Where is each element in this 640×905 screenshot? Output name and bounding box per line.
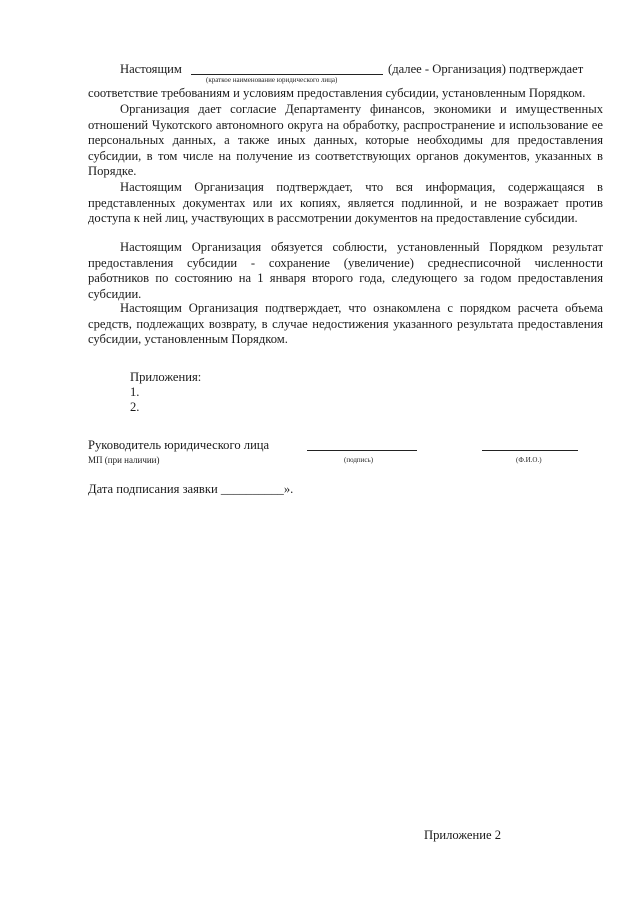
org-name-blank xyxy=(191,74,383,75)
mp-label: МП (при наличии) xyxy=(88,455,160,465)
fio-hint: (Ф.И.О.) xyxy=(516,456,542,464)
signature-blank xyxy=(307,450,417,451)
attachment-item: 2. xyxy=(130,400,140,414)
line1-start: Настоящим xyxy=(120,62,182,76)
attachment-item: 1. xyxy=(130,385,140,399)
paragraph-1-continuation: соответствие требованиям и условиям предоставления субсидии, установленным Порядком. xyxy=(88,86,586,100)
paragraph-authenticity: Настоящим Организация подтверждает, что вся информация, содержащаяся в представленных документах или их копиях, является подлинной, и не возражает против доступа к ней лиц, участвующих в рассмотрении документов на предоставление субсидии. xyxy=(88,180,603,225)
fio-blank xyxy=(482,450,578,451)
org-name-hint: (краткое наименование юридического лица) xyxy=(206,76,338,84)
line1-end: (далее - Организация) подтверждает xyxy=(388,62,584,76)
attachments-title: Приложения: xyxy=(130,370,202,384)
paragraph-consent: Организация дает согласие Департаменту финансов, экономики и имущественных отношений Чукотского автономного округа на обработку, распространение и использование ее персональных данных, а также иных данных, которые необходимы для предоставления субсидии, в том числе на получение из соответствующих органов документов, указанных в Порядке. xyxy=(88,102,603,178)
signing-date: Дата подписания заявки __________». xyxy=(88,482,294,496)
paragraph-refund: Настоящим Организация подтверждает, что ознакомлена с порядком расчета объема средств, подлежащих возврату, в случае недостижения указанного результата предоставления субсидии, установленным Порядком. xyxy=(88,301,603,346)
head-label: Руководитель юридического лица xyxy=(88,438,270,452)
signature-hint: (подпись) xyxy=(344,456,374,464)
appendix-label: Приложение 2 xyxy=(424,828,502,842)
paragraph-obligation: Настоящим Организация обязуется соблюсти, установленный Порядком результат предоставления субсидии - сохранение (увеличение) среднесписочной численности работников по состоянию на 1 января второго года, следующего за годом предоставления субсидии. xyxy=(88,240,603,301)
